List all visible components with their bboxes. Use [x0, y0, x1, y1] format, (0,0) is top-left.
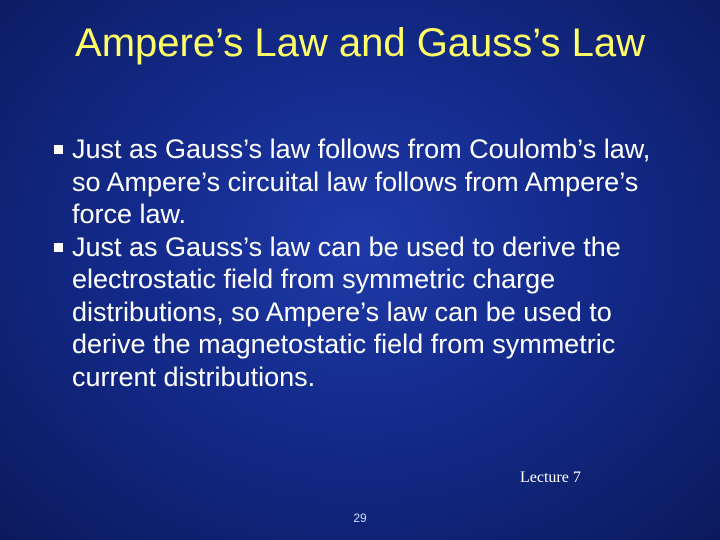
- square-bullet-icon: [54, 243, 63, 252]
- page-number: 29: [353, 511, 367, 525]
- footer-lecture-label: Lecture 7: [520, 469, 581, 486]
- bullet-item: [54, 133, 684, 231]
- square-bullet-icon: [54, 145, 63, 154]
- bullet-text: Just as Gauss’s law follows from Coulomb’s law, so Ampere’s circuital law follows from Ampere’s force law.: [72, 134, 651, 229]
- slide-title: Ampere’s Law and Gauss’s Law: [75, 21, 645, 65]
- bullet-item: [54, 231, 684, 394]
- bullet-text: Just as Gauss’s law can be used to derive the electrostatic field from symmetric charge distributions, so Ampere’s law can be used to derive the magnetostatic field from symmetric current distributions.: [72, 231, 621, 392]
- bullet-list: [54, 133, 684, 393]
